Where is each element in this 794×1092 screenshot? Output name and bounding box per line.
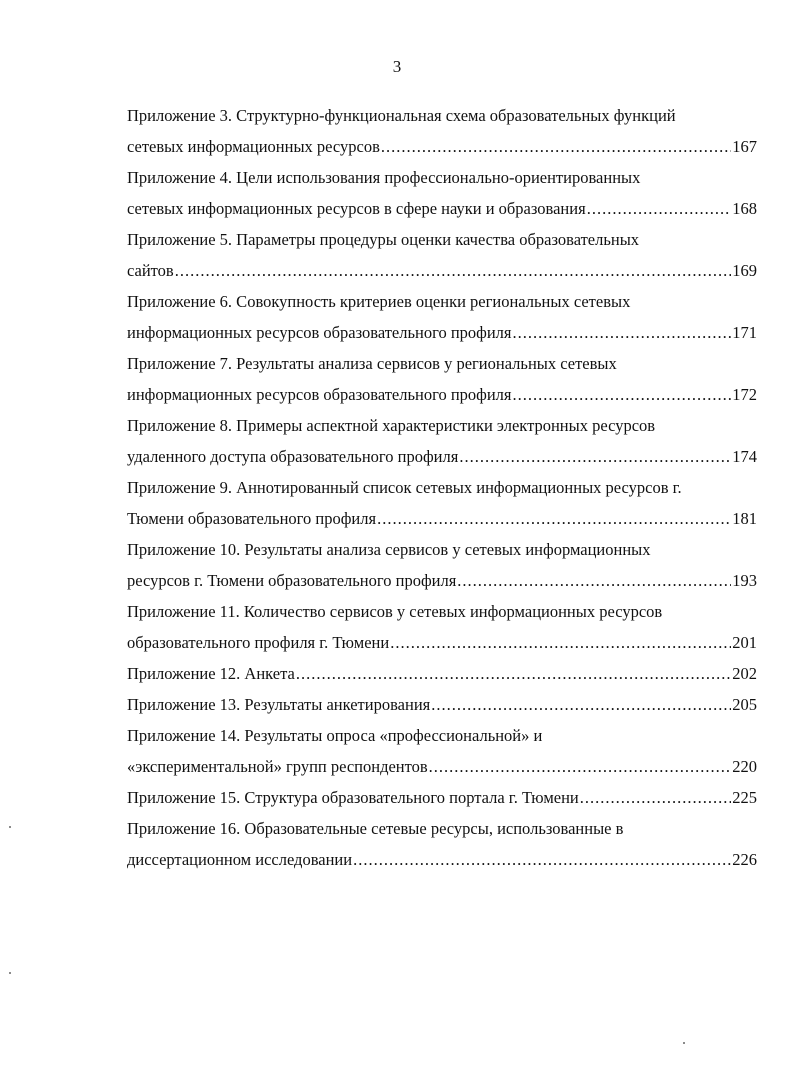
toc-entry-title-text: сетевых информационных ресурсов — [127, 137, 380, 156]
dot-leader — [457, 565, 731, 596]
dot-leader — [296, 658, 731, 689]
toc-entry-line: Приложение 16. Образовательные сетевые ресурсы, использованные в — [127, 819, 624, 838]
toc-entry-last-line — [127, 751, 757, 782]
toc-entry-page-number: 172 — [732, 385, 757, 404]
toc-entry-line: Приложение 6. Совокупность критериев оценки региональных сетевых — [127, 292, 631, 311]
toc-entry-title-text: «экспериментальной» групп респондентов — [127, 757, 428, 776]
dot-leader — [431, 689, 731, 720]
toc-entry — [127, 100, 757, 162]
scan-speck — [9, 826, 11, 828]
toc-entry-title-text: Приложение 15. Структура образовательного портала г. Тюмени — [127, 788, 579, 807]
toc-entry-line: Приложение 4. Цели использования профессионально-ориентированных — [127, 168, 641, 187]
scan-speck — [683, 1042, 685, 1044]
toc-entry-title-text: Приложение 12. Анкета — [127, 664, 295, 683]
toc-entry-last-line — [127, 565, 757, 596]
toc-entry-last-line — [127, 627, 757, 658]
toc-entry-page-number: 174 — [732, 447, 757, 466]
toc-entry-last-line — [127, 689, 757, 720]
dot-leader — [580, 782, 732, 813]
toc-entry-title-text: диссертационном исследовании — [127, 850, 353, 869]
toc-entry — [127, 534, 757, 596]
toc-entry-last-line — [127, 379, 757, 410]
toc-entry-page-number: 220 — [732, 757, 757, 776]
toc-entry — [127, 813, 757, 875]
toc-entry-title-text: сайтов — [127, 261, 174, 280]
toc-entry-line: Приложение 3. Структурно-функциональная схема образовательных функций — [127, 106, 676, 125]
toc-entry — [127, 596, 757, 658]
toc-entry-title-text: информационных ресурсов образовательного профиля — [127, 323, 512, 342]
toc-entry — [127, 782, 757, 813]
toc-entry — [127, 720, 757, 782]
page-number: 3 — [392, 57, 402, 76]
dot-leader — [587, 193, 732, 224]
table-of-contents — [127, 100, 757, 875]
toc-entry-title-text: Приложение 13. Результаты анкетирования — [127, 695, 431, 714]
toc-entry-last-line — [127, 782, 757, 813]
toc-entry-page-number: 225 — [732, 788, 757, 807]
toc-entry-last-line — [127, 844, 757, 875]
toc-entry-last-line — [127, 317, 757, 348]
toc-entry — [127, 162, 757, 224]
toc-entry-title-text: ресурсов г. Тюмени образовательного профиля — [127, 571, 457, 590]
toc-entry — [127, 658, 757, 689]
toc-entry-title-text: образовательного профиля г. Тюмени — [127, 633, 390, 652]
toc-entry-line: Приложение 9. Аннотированный список сетевых информационных ресурсов г. — [127, 478, 682, 497]
toc-entry-page-number: 168 — [732, 199, 757, 218]
toc-entry-page-number: 202 — [732, 664, 757, 683]
toc-entry-line: Приложение 7. Результаты анализа сервисов у региональных сетевых — [127, 354, 617, 373]
toc-entry-page-number: 169 — [732, 261, 757, 280]
dot-leader — [429, 751, 732, 782]
toc-entry-last-line — [127, 441, 757, 472]
toc-entry-line: Приложение 11. Количество сервисов у сетевых информационных ресурсов — [127, 602, 663, 621]
toc-entry-page-number: 201 — [732, 633, 757, 652]
toc-entry-title-text: удаленного доступа образовательного профиля — [127, 447, 459, 466]
toc-entry-line: Приложение 5. Параметры процедуры оценки качества образовательных — [127, 230, 640, 249]
toc-entry-last-line — [127, 255, 757, 286]
toc-entry — [127, 348, 757, 410]
dot-leader — [390, 627, 731, 658]
toc-entry-last-line — [127, 503, 757, 534]
dot-leader — [513, 317, 732, 348]
toc-entry-last-line — [127, 131, 757, 162]
dot-leader — [175, 255, 732, 286]
toc-entry-page-number: 193 — [732, 571, 757, 590]
dot-leader — [459, 441, 731, 472]
dot-leader — [381, 131, 731, 162]
toc-entry-line: Приложение 14. Результаты опроса «профессиональной» и — [127, 726, 543, 745]
dot-leader — [353, 844, 731, 875]
scan-speck — [9, 972, 11, 974]
toc-entry-page-number: 205 — [732, 695, 757, 714]
toc-entry-page-number: 171 — [732, 323, 757, 342]
toc-entry-title-text: информационных ресурсов образовательного профиля — [127, 385, 512, 404]
toc-entry-line: Приложение 10. Результаты анализа сервисов у сетевых информационных — [127, 540, 651, 559]
toc-entry-title-text: Тюмени образовательного профиля — [127, 509, 377, 528]
toc-entry-page-number: 181 — [732, 509, 757, 528]
toc-entry-title-text: сетевых информационных ресурсов в сфере науки и образования — [127, 199, 586, 218]
toc-entry-page-number: 226 — [732, 850, 757, 869]
toc-entry-line: Приложение 8. Примеры аспектной характеристики электронных ресурсов — [127, 416, 656, 435]
toc-entry-last-line — [127, 193, 757, 224]
toc-entry — [127, 410, 757, 472]
toc-entry-last-line — [127, 658, 757, 689]
toc-entry-page-number: 167 — [732, 137, 757, 156]
dot-leader — [377, 503, 731, 534]
toc-entry — [127, 472, 757, 534]
toc-entry — [127, 286, 757, 348]
toc-entry — [127, 224, 757, 286]
toc-entry — [127, 689, 757, 720]
dot-leader — [513, 379, 732, 410]
